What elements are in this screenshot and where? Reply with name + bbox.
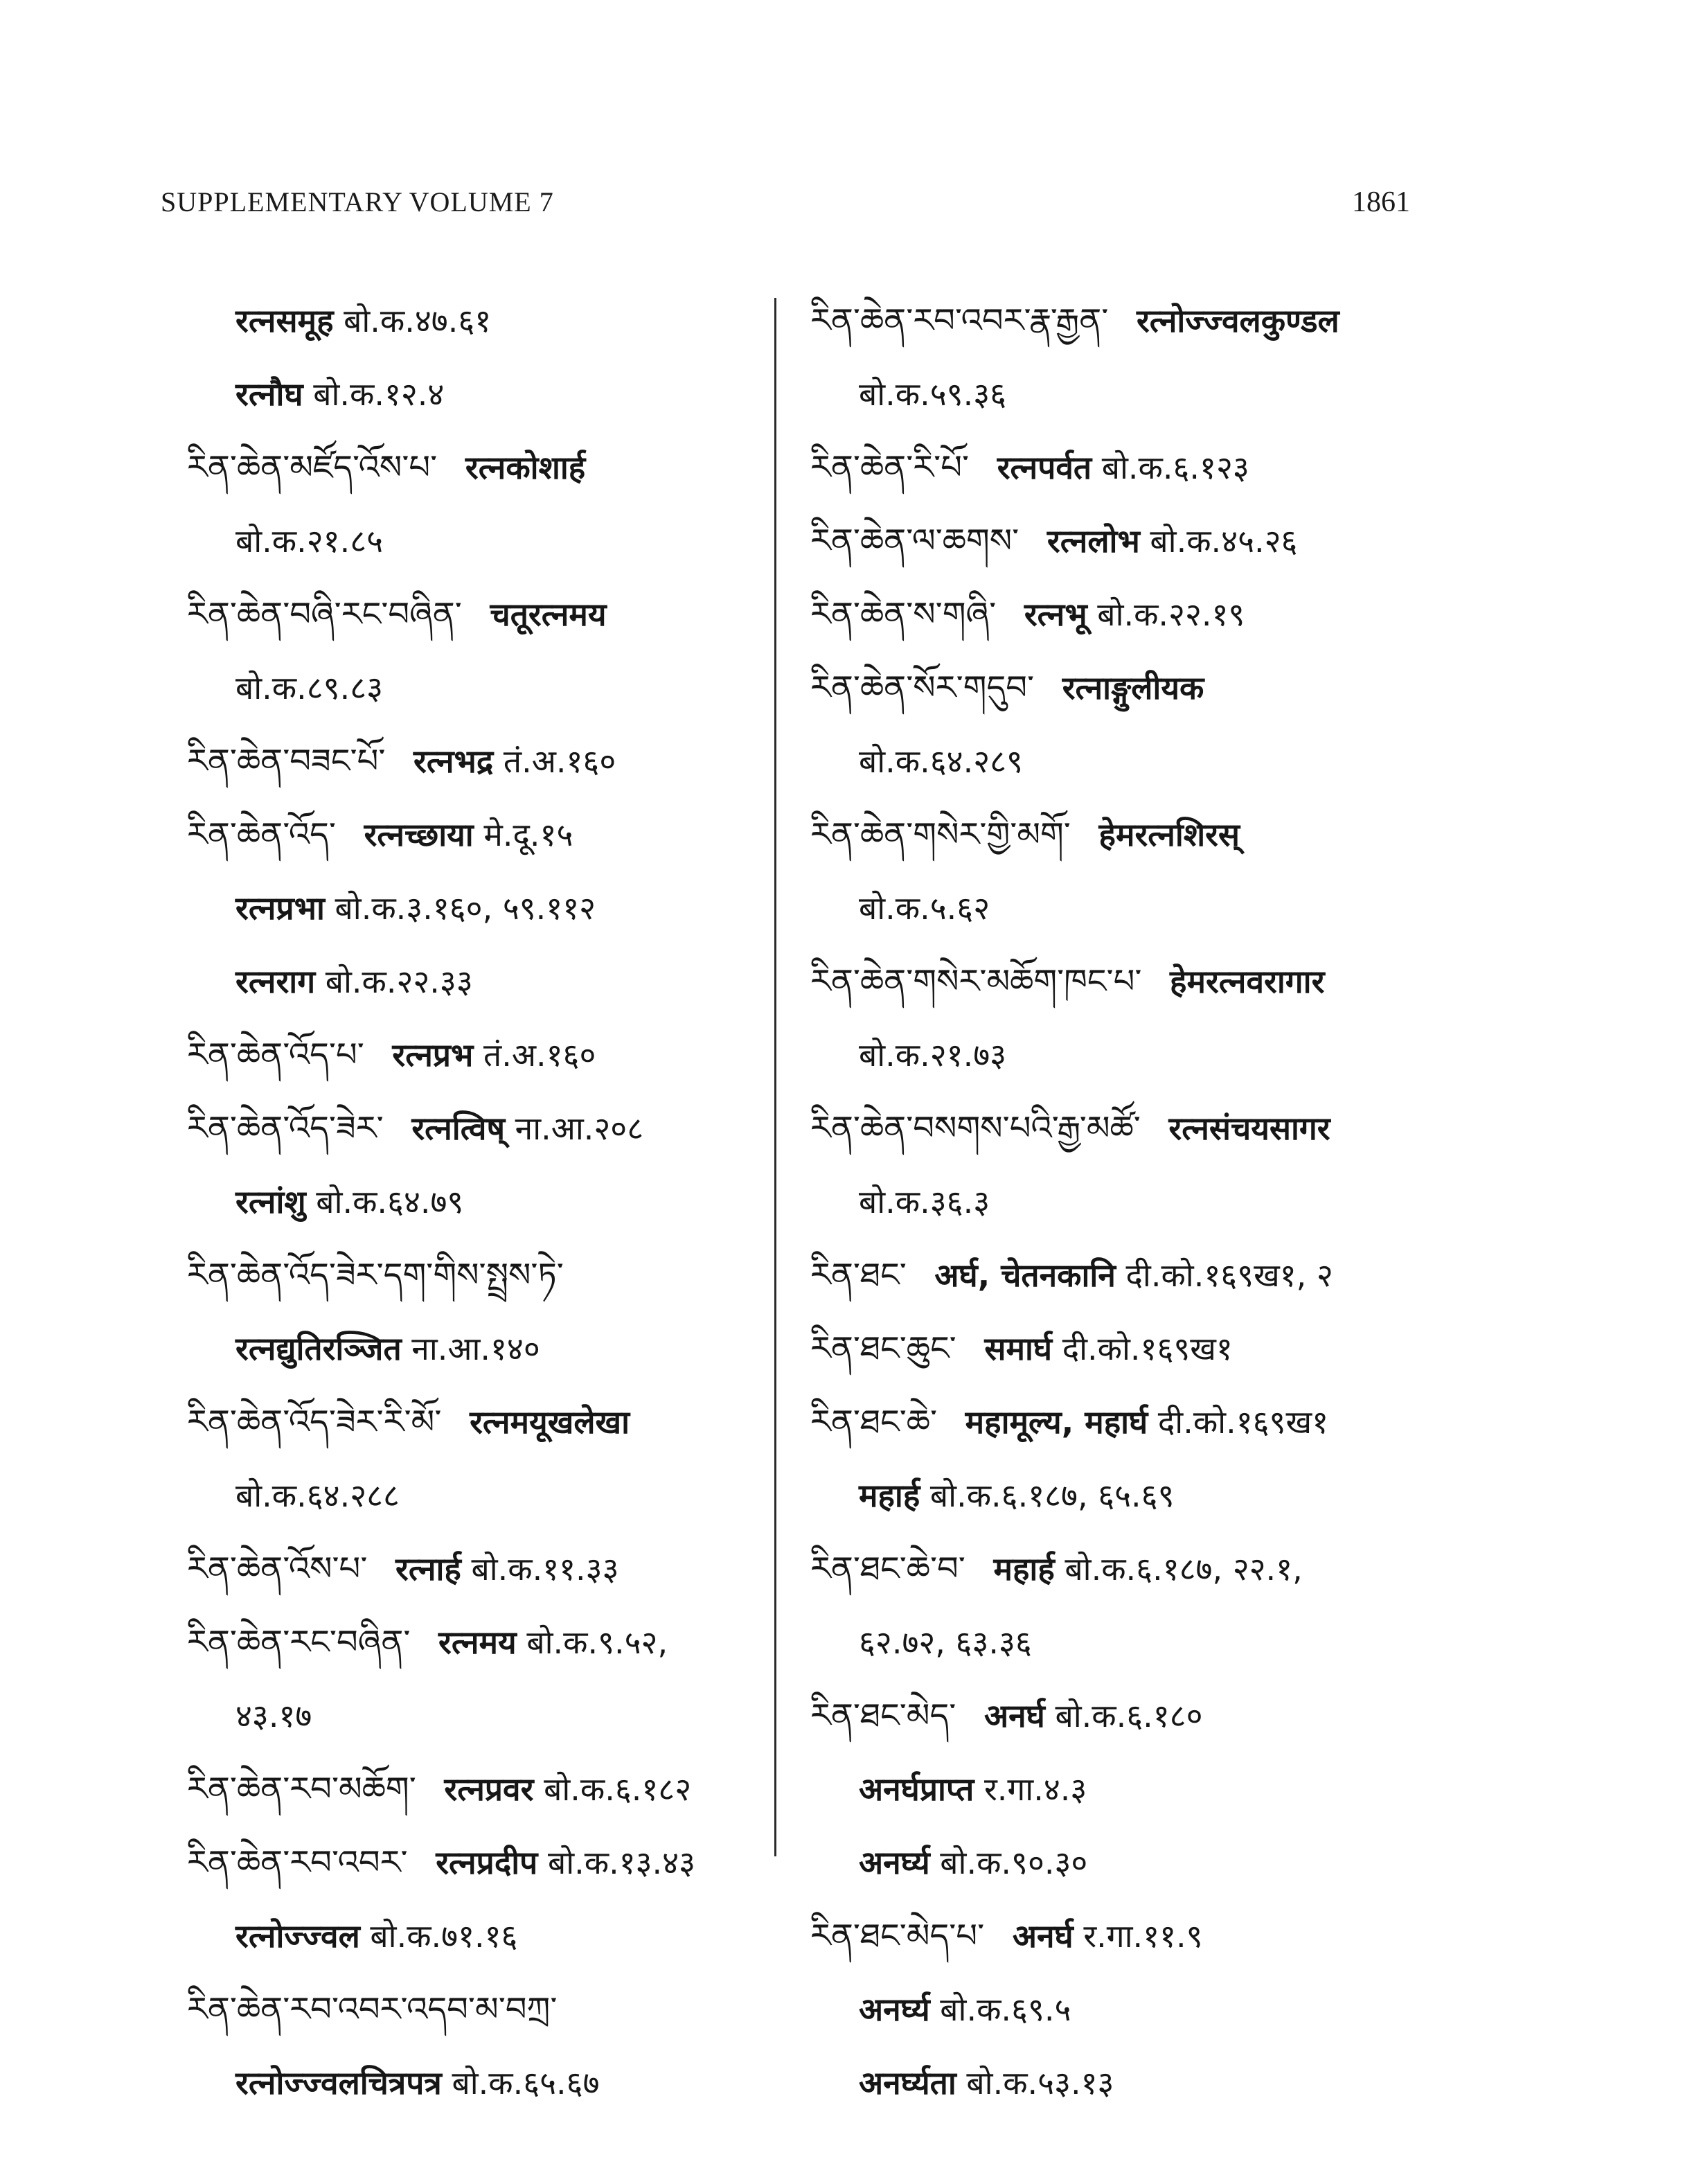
entry-line bbox=[187, 1606, 755, 1679]
entry-line bbox=[187, 1312, 755, 1385]
entry-line bbox=[187, 1165, 755, 1239]
entry-line bbox=[810, 725, 1434, 798]
source-reference: बो.क.६.१८२ bbox=[544, 1770, 692, 1808]
tibetan-term: རིན་ཆེན་འོས་པ་ bbox=[187, 1550, 368, 1588]
source-reference: ना.आ.१४० bbox=[411, 1330, 540, 1367]
source-reference: बो.क.६५.६७ bbox=[452, 2064, 600, 2102]
sanskrit-headword: अनर्घ bbox=[1012, 1917, 1074, 1955]
tibetan-term: རིན་ཆེན་རབ་མཆོག་ bbox=[187, 1770, 416, 1809]
entry-line bbox=[187, 504, 755, 578]
source-reference: बो.क.६४.७९ bbox=[316, 1183, 464, 1220]
entry-line bbox=[187, 2046, 755, 2120]
entry-line bbox=[187, 431, 755, 504]
source-reference: बो.क.२१.७३ bbox=[859, 1036, 1007, 1074]
tibetan-term: རིན་ཆེན་རང་བཞིན་ bbox=[187, 1623, 411, 1662]
source-reference: बो.क.५९.३६ bbox=[859, 375, 1007, 413]
entry-line bbox=[187, 357, 755, 431]
sanskrit-headword: रत्नसंचयसागर bbox=[1168, 1110, 1330, 1147]
sanskrit-headword: रत्नाङ्गुलीयक bbox=[1062, 669, 1204, 707]
source-reference: दी.को.१६९ख१, २ bbox=[1125, 1257, 1333, 1294]
tibetan-term: རིན་ཆེན་གསེར་མཆོག་ཁང་པ་ bbox=[810, 962, 1142, 1001]
entry-line bbox=[187, 1826, 755, 1899]
source-reference: दी.को.१६९ख१ bbox=[1157, 1403, 1329, 1441]
entry-line bbox=[810, 578, 1434, 651]
sanskrit-headword: रत्नलोभ bbox=[1047, 522, 1140, 560]
sanskrit-headword: रत्नार्ह bbox=[395, 1550, 461, 1588]
source-reference: ना.आ.२०८ bbox=[515, 1110, 644, 1147]
left-column bbox=[187, 284, 755, 2120]
entry-line bbox=[810, 1532, 1434, 1606]
entry-line bbox=[810, 945, 1434, 1018]
source-reference: बो.क.२२.३३ bbox=[325, 963, 473, 1000]
entry-line bbox=[187, 1092, 755, 1165]
entry-line bbox=[810, 1826, 1434, 1899]
entry-line bbox=[187, 725, 755, 798]
sanskrit-headword: समार्घ bbox=[984, 1330, 1053, 1367]
source-reference: ६२.७२, ६३.३६ bbox=[859, 1624, 1032, 1661]
sanskrit-headword: रत्नमय bbox=[438, 1624, 517, 1661]
entry-line bbox=[810, 1752, 1434, 1826]
right-column bbox=[810, 284, 1434, 2120]
sanskrit-headword: रत्नोज्ज्वलचित्रपत्र bbox=[235, 2064, 442, 2102]
entry-line bbox=[187, 1459, 755, 1532]
tibetan-term: རིན་ཆེན་འོད་ཟེར་རི་མོ་ bbox=[187, 1403, 442, 1441]
source-reference: र.गा.४.३ bbox=[983, 1770, 1087, 1808]
tibetan-term: རིན་ཆེན་འོད་པ་ bbox=[187, 1036, 364, 1074]
source-reference: बो.क.११.३३ bbox=[471, 1550, 619, 1588]
entry-line bbox=[810, 431, 1434, 504]
entry-line bbox=[810, 357, 1434, 431]
sanskrit-headword: रत्नराग bbox=[235, 963, 316, 1000]
entry-line bbox=[810, 1973, 1434, 2046]
entry-line bbox=[187, 1899, 755, 1973]
sanskrit-headword: रत्नद्युतिरञ्जित bbox=[235, 1330, 402, 1367]
source-reference: र.गा.११.९ bbox=[1083, 1917, 1203, 1955]
sanskrit-headword: महार्ह bbox=[859, 1477, 920, 1514]
sanskrit-headword: रत्नमयूखलेखा bbox=[470, 1403, 630, 1441]
entry-line bbox=[810, 1018, 1434, 1092]
source-reference: ४३.१७ bbox=[235, 1697, 312, 1734]
entry-line bbox=[187, 651, 755, 725]
column-divider bbox=[774, 298, 776, 1856]
sanskrit-headword: रत्नकोशार्ह bbox=[465, 449, 586, 486]
sanskrit-headword: रत्नप्रदीप bbox=[436, 1844, 538, 1881]
sanskrit-headword: रत्नपर्वत bbox=[997, 449, 1092, 486]
entry-line bbox=[187, 1239, 755, 1312]
source-reference: मे.दू.१५ bbox=[483, 816, 573, 853]
tibetan-term: རིན་ཐང་ཆེ་ bbox=[810, 1403, 938, 1441]
tibetan-term: རིན་ཆེན་འོད་ཟེར་དག་གིས་སྤྲས་ཏེ་ bbox=[187, 1256, 564, 1295]
sanskrit-headword: हेमरत्नवरागार bbox=[1170, 963, 1325, 1000]
entry-line bbox=[810, 1239, 1434, 1312]
entry-line bbox=[187, 1018, 755, 1092]
source-reference: बो.क.७१.१६ bbox=[370, 1917, 518, 1955]
source-reference: बो.क.६.१८० bbox=[1055, 1697, 1203, 1734]
tibetan-term: རིན་ཐང་ཆེ་བ་ bbox=[810, 1550, 965, 1588]
tibetan-term: རིན་ཆེན་སོར་གདུབ་ bbox=[810, 668, 1035, 707]
tibetan-term: རིན་ཆེན་བཟང་པོ་ bbox=[187, 742, 386, 781]
source-reference: बो.क.९.५२, bbox=[526, 1624, 668, 1661]
tibetan-term: རིན་ཆེན་རབ་འབར་ bbox=[187, 1843, 408, 1882]
tibetan-term: རིན་ཆེན་རབ་འབར་རྣ་རྒྱན་ bbox=[810, 301, 1109, 340]
tibetan-term: རིན་ཆེན་བསགས་པའི་རྒྱ་མཚོ་ bbox=[810, 1109, 1141, 1148]
tibetan-term: རིན་ཆེན་ས་གཞི་ bbox=[810, 595, 997, 634]
entry-line bbox=[810, 871, 1434, 945]
entry-line bbox=[187, 1385, 755, 1459]
source-reference: बो.क.६९.५ bbox=[940, 1991, 1071, 2028]
sanskrit-headword: रत्नच्छाया bbox=[364, 816, 474, 853]
entry-line bbox=[187, 284, 755, 357]
entry-line bbox=[810, 1385, 1434, 1459]
sanskrit-headword: रत्नौघ bbox=[235, 375, 303, 413]
entry-line bbox=[810, 798, 1434, 871]
source-reference: बो.क.५.६२ bbox=[859, 889, 990, 927]
source-reference: बो.क.१२.४ bbox=[313, 375, 445, 413]
entry-line bbox=[810, 651, 1434, 725]
sanskrit-headword: हेमरत्नशिरस् bbox=[1098, 816, 1240, 853]
tibetan-term: རིན་ཆེན་མཛོད་འོས་པ་ bbox=[187, 448, 438, 487]
sanskrit-headword: अनर्घ bbox=[983, 1697, 1045, 1734]
sanskrit-headword: रत्नभू bbox=[1024, 596, 1087, 633]
source-reference: बो.क.९०.३० bbox=[940, 1844, 1088, 1881]
sanskrit-headword: रत्नत्विष् bbox=[411, 1110, 506, 1147]
source-reference: बो.क.६.१८७, २२.१, bbox=[1065, 1550, 1303, 1588]
entry-line bbox=[187, 578, 755, 651]
source-reference: बो.क.४५.२६ bbox=[1150, 522, 1298, 560]
sanskrit-headword: चतूरत्नमय bbox=[490, 596, 607, 633]
entry-line bbox=[810, 1899, 1434, 1973]
entry-line bbox=[810, 1165, 1434, 1239]
tibetan-term: རིན་ཐང་ཆུང་ bbox=[810, 1329, 956, 1368]
source-reference: बो.क.२२.१९ bbox=[1097, 596, 1245, 633]
sanskrit-headword: रत्नप्रवर bbox=[444, 1770, 534, 1808]
tibetan-term: རིན་ཆེན་རབ་འབར་འདབ་མ་བཀྲ་ bbox=[187, 1990, 558, 2029]
tibetan-term: རིན་ཆེན་འོད་ཟེར་ bbox=[187, 1109, 384, 1148]
sanskrit-headword: अनर्घ्यता bbox=[859, 2064, 956, 2102]
source-reference: बो.क.६४.२८८ bbox=[235, 1477, 400, 1514]
source-reference: बो.क.८९.८३ bbox=[235, 669, 384, 707]
sanskrit-headword: रत्नप्रभा bbox=[235, 889, 325, 927]
entry-line bbox=[187, 871, 755, 945]
entry-line bbox=[810, 1092, 1434, 1165]
sanskrit-headword: रत्नोज्ज्वलकुण्डल bbox=[1136, 302, 1339, 339]
source-reference: बो.क.१३.४३ bbox=[547, 1844, 695, 1881]
running-head: SUPPLEMENTARY VOLUME 7 bbox=[161, 186, 554, 217]
entry-line bbox=[810, 504, 1434, 578]
entry-line bbox=[187, 1679, 755, 1752]
page-number: 1861 bbox=[1352, 186, 1410, 218]
sanskrit-headword: अनर्घ्य bbox=[859, 1991, 930, 2028]
sanskrit-headword: रत्नोज्ज्वल bbox=[235, 1917, 360, 1955]
entry-line bbox=[810, 1312, 1434, 1385]
sanskrit-headword: महार्ह bbox=[993, 1550, 1055, 1588]
entry-line bbox=[187, 798, 755, 871]
source-reference: तं.अ.१६० bbox=[503, 743, 616, 780]
source-reference: बो.क.६४.२८९ bbox=[859, 743, 1023, 780]
sanskrit-headword: रत्नप्रभ bbox=[392, 1036, 474, 1074]
entry-line bbox=[810, 1679, 1434, 1752]
entry-line bbox=[187, 1752, 755, 1826]
sanskrit-headword: रत्नभद्र bbox=[413, 743, 494, 780]
source-reference: बो.क.३६.३ bbox=[859, 1183, 990, 1220]
tibetan-term: རིན་ཐང་མེད་པ་ bbox=[810, 1917, 985, 1955]
source-reference: बो.क.४७.६१ bbox=[344, 302, 492, 339]
source-reference: बो.क.६.१८७, ६५.६९ bbox=[929, 1477, 1175, 1514]
source-reference: बो.क.३.१६०, ५९.११२ bbox=[335, 889, 596, 927]
entry-line bbox=[810, 1606, 1434, 1679]
entry-line bbox=[810, 1459, 1434, 1532]
source-reference: तं.अ.१६० bbox=[483, 1036, 596, 1074]
tibetan-term: རིན་ཆེན་རི་པོ་ bbox=[810, 448, 970, 487]
sanskrit-headword: रत्नसमूह bbox=[235, 302, 334, 339]
sanskrit-headword: अनर्घप्राप्त bbox=[859, 1770, 974, 1808]
tibetan-term: རིན་ཐང་མེད་ bbox=[810, 1696, 956, 1735]
entry-line bbox=[187, 1973, 755, 2046]
source-reference: बो.क.६.१२३ bbox=[1101, 449, 1249, 486]
sanskrit-headword: रत्नांशु bbox=[235, 1183, 306, 1220]
source-reference: बो.क.५३.१३ bbox=[966, 2064, 1114, 2102]
sanskrit-headword: अनर्घ्य bbox=[859, 1844, 930, 1881]
entry-line bbox=[810, 2046, 1434, 2120]
entry-line bbox=[187, 945, 755, 1018]
tibetan-term: རིན་ཐང་ bbox=[810, 1256, 907, 1295]
entry-line bbox=[187, 1532, 755, 1606]
tibetan-term: རིན་ཆེན་གསེར་གྱི་མགོ་ bbox=[810, 815, 1071, 854]
sanskrit-headword: महामूल्य, महार्घ bbox=[965, 1403, 1148, 1441]
tibetan-term: རིན་ཆེན་ལ་ཆགས་ bbox=[810, 522, 1019, 560]
tibetan-term: རིན་ཆེན་འོད་ bbox=[187, 815, 336, 854]
entry-line bbox=[810, 284, 1434, 357]
sanskrit-headword: अर्घ, चेतनकानि bbox=[934, 1257, 1116, 1294]
source-reference: बो.क.२१.८५ bbox=[235, 522, 384, 560]
tibetan-term: རིན་ཆེན་བཞི་རང་བཞིན་ bbox=[187, 595, 462, 634]
source-reference: दी.को.१६९ख१ bbox=[1062, 1330, 1233, 1367]
